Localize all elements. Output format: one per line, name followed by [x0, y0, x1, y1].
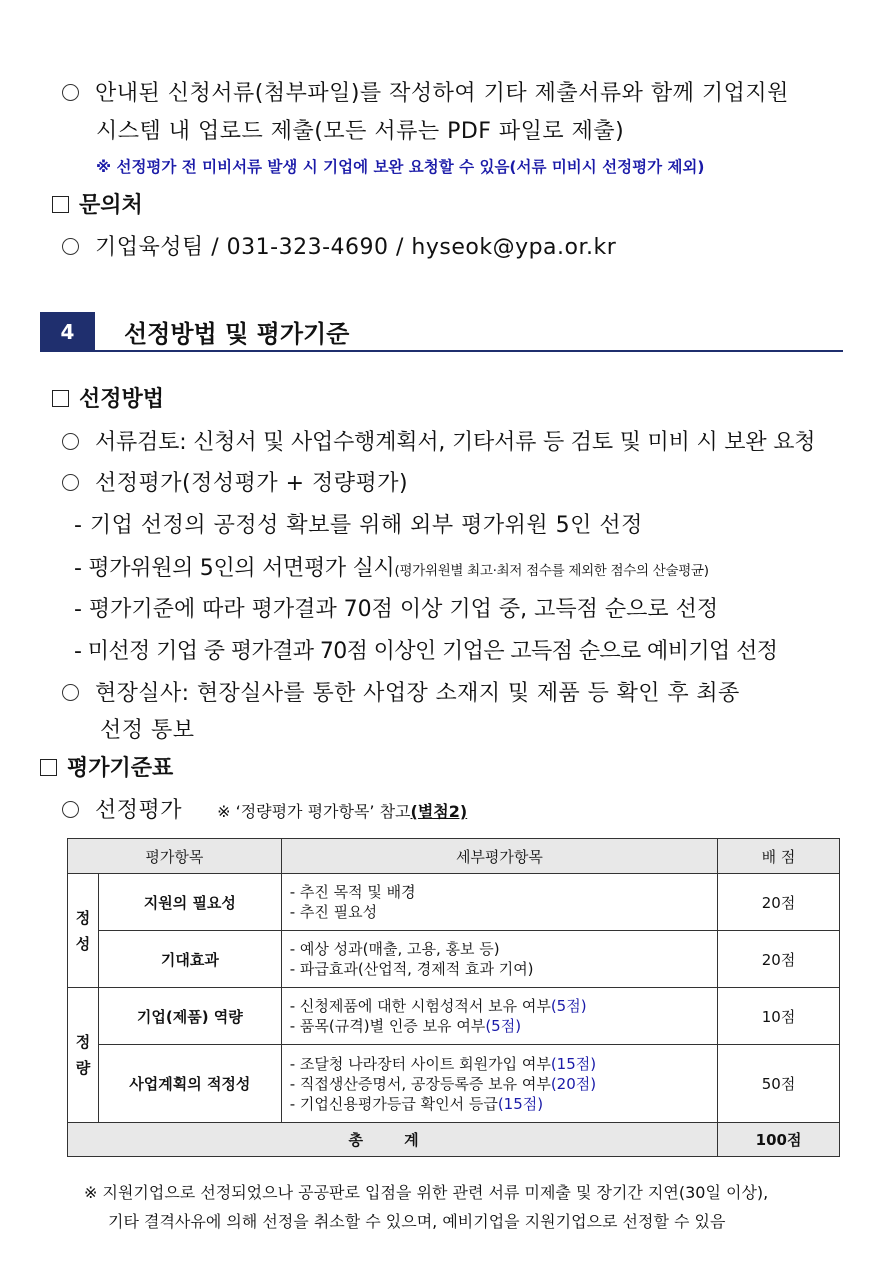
table-total-row [68, 1123, 840, 1157]
circle-bullet-icon [62, 801, 79, 818]
row-details: - 신청제품에 대한 시험성적서 보유 여부(5점) - 품목(규격)별 인증 보유 여부(5점) [281, 988, 717, 1045]
group-label-quantitative: 정 량 [68, 988, 99, 1123]
method-item-1: 서류검토: 신청서 및 사업수행계획서, 기타서류 등 검토 및 미비 시 보완 요청 [62, 425, 815, 456]
table-row [68, 988, 840, 1045]
row-item: 기대효과 [98, 931, 281, 988]
row-score: 20점 [718, 931, 840, 988]
table-header-detail: 세부평가항목 [281, 839, 717, 874]
method-dash-1: - 기업 선정의 공정성 확보를 위해 외부 평가위원 5인 선정 [74, 513, 643, 538]
intro-line-2: 시스템 내 업로드 제출(모든 서류는 PDF 파일로 제출) [96, 119, 625, 144]
intro-line-1: 안내된 신청서류(첨부파일)를 작성하여 기타 제출서류와 함께 기업지원 [62, 76, 789, 107]
square-bullet-icon [52, 390, 69, 407]
circle-bullet-icon [62, 84, 79, 101]
total-label: 총 계 [68, 1123, 718, 1157]
criteria-item: 선정평가 ※ ‘정량평가 평가항목’ 참고(별첨2) [62, 793, 467, 824]
row-score: 20점 [718, 874, 840, 931]
circle-bullet-icon [62, 238, 79, 255]
row-item: 기업(제품) 역량 [98, 988, 281, 1045]
section-title: 선정방법 및 평가기준 [124, 320, 350, 348]
total-score: 100점 [718, 1123, 840, 1157]
method-dash-3: - 평가기준에 따라 평가결과 70점 이상 기업 중, 고득점 순으로 선정 [74, 597, 719, 622]
row-score: 50점 [718, 1045, 840, 1123]
table-row [68, 1045, 840, 1123]
method-heading: 선정방법 [52, 382, 164, 413]
table-header-score: 배 점 [718, 839, 840, 874]
table-header-item: 평가항목 [68, 839, 282, 874]
table-header-row [68, 839, 840, 874]
method-item-3: 현장실사: 현장실사를 통한 사업장 소재지 및 제품 등 확인 후 최종 [62, 676, 740, 707]
intro-note: ※ 선정평가 전 미비서류 발생 시 기업에 보완 요청할 수 있음(서류 미비시 선정평가 제외) [96, 158, 705, 176]
row-details: - 조달청 나라장터 사이트 회원가입 여부(15점) - 직접생산증명서, 공장등록증 보유 여부(20점) - 기업신용평가등급 확인서 등급(15점) [281, 1045, 717, 1123]
section-number-badge: 4 [40, 312, 95, 352]
footer-note-line-1: ※ 지원기업으로 선정되었으나 공공판로 입점을 위한 관련 서류 미제출 및 장기간 지연(30일 이상), [84, 1183, 769, 1202]
group-label-qualitative: 정 성 [68, 874, 99, 988]
contact-line: 기업육성팀 / 031-323-4690 / hyseok@ypa.or.kr [62, 230, 616, 261]
evaluation-table [67, 838, 840, 1157]
row-item: 사업계획의 적정성 [98, 1045, 281, 1123]
row-details: - 예상 성과(매출, 고용, 홍보 등) - 파급효과(산업적, 경제적 효과 기여) [281, 931, 717, 988]
square-bullet-icon [52, 196, 69, 213]
row-score: 10점 [718, 988, 840, 1045]
circle-bullet-icon [62, 433, 79, 450]
circle-bullet-icon [62, 474, 79, 491]
method-item-2: 선정평가(정성평가 + 정량평가) [62, 466, 408, 497]
row-item: 지원의 필요성 [98, 874, 281, 931]
circle-bullet-icon [62, 684, 79, 701]
method-dash-4: - 미선정 기업 중 평가결과 70점 이상인 기업은 고득점 순으로 예비기업 선정 [74, 639, 778, 664]
method-dash-2: - 평가위원의 5인의 서면평가 실시(평가위원별 최고·최저 점수를 제외한 점수의 산술평균) [74, 556, 709, 581]
criteria-heading: 평가기준표 [40, 751, 173, 782]
contact-heading: 문의처 [52, 188, 143, 219]
table-row [68, 931, 840, 988]
method-item-3-cont: 선정 통보 [100, 718, 195, 743]
row-details: - 추진 목적 및 배경 - 추진 필요성 [281, 874, 717, 931]
table-row [68, 874, 840, 931]
footer-note-line-2: 기타 결격사유에 의해 선정을 취소할 수 있으며, 예비기업을 지원기업으로 선정할 수 있음 [108, 1212, 726, 1231]
square-bullet-icon [40, 759, 57, 776]
section-title-underline [95, 350, 843, 352]
